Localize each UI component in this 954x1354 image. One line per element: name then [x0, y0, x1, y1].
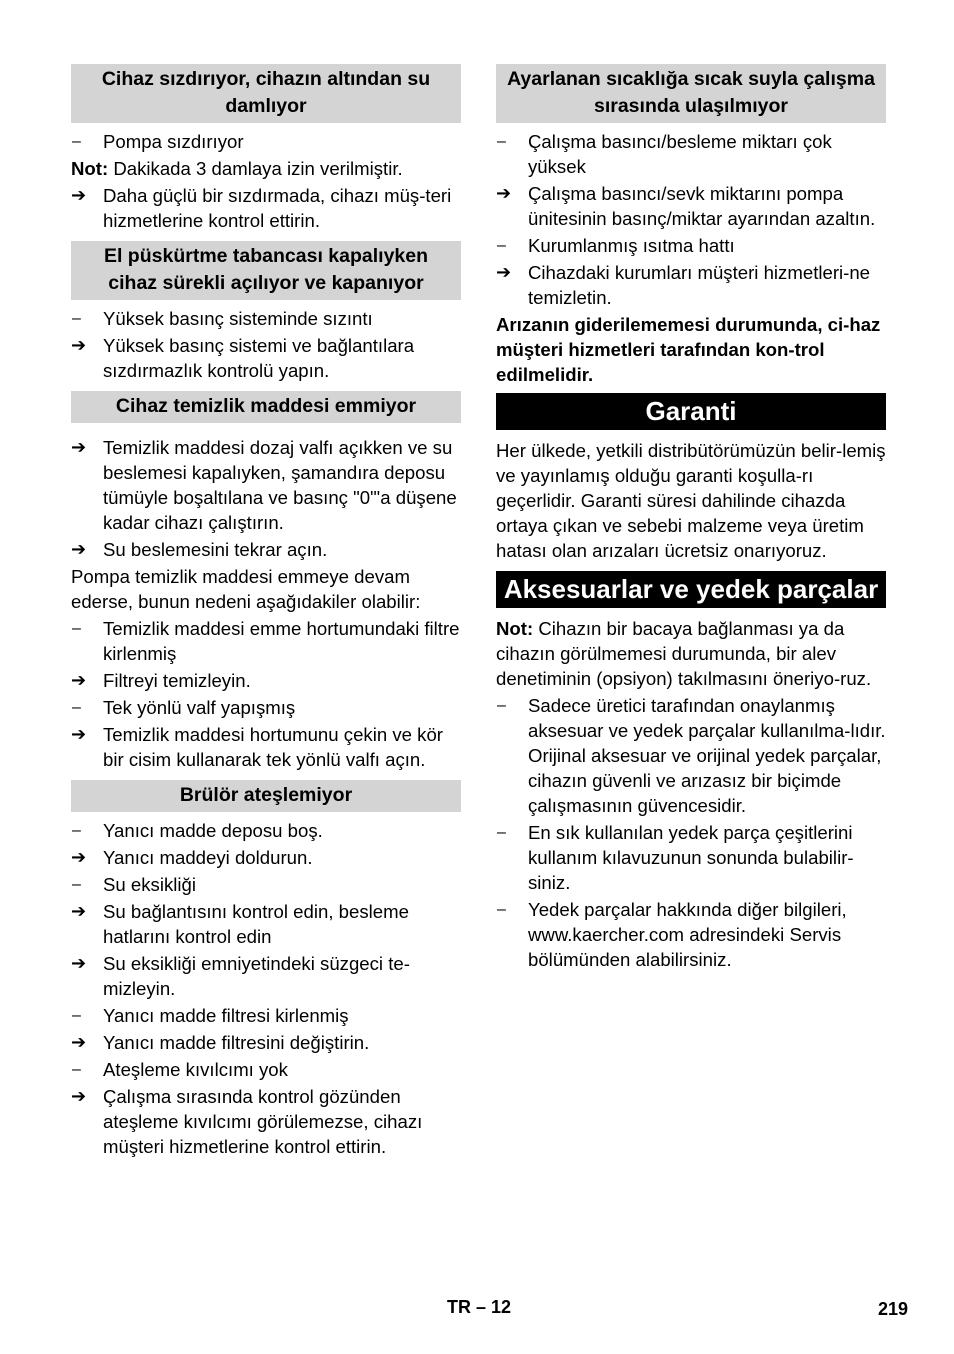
list-item: – Ateşleme kıvılcımı yok: [72, 1059, 288, 1080]
dash-bullet: –: [72, 1061, 81, 1078]
arrow-icon: ➔: [71, 539, 87, 559]
garanti-paragraph: Her ülkede, yetkili distribütörümüzün belir-lemiş ve yayınlamış olduğu garanti koşulla-rı geçerlidir. Garanti süresi dahilinde cihazda ortaya çıkan ve sebebi malzeme veya üretim hatası olan arızaları ücretsiz onarıyoruz.: [496, 440, 886, 561]
list-item: – Yanıcı madde filtresi kirlenmiş: [72, 1005, 349, 1026]
section-heading-temperature: Ayarlanan sıcaklığa sıcak suyla çalışma sırasında ulaşılmıyor: [496, 64, 886, 123]
dash-bullet: –: [497, 133, 506, 150]
list-item: – Su eksikliği: [72, 874, 197, 895]
note-paragraph: Not: Dakikada 3 damlaya izin verilmiştir.: [71, 158, 403, 179]
arrow-icon: ➔: [496, 262, 512, 282]
dash-bullet: –: [72, 310, 81, 327]
list-item: ➔ Yüksek basınç sistemi ve bağlantılara sızdırmazlık kontrolü yapın.: [71, 335, 415, 381]
list-item: – Kurumlanmış ısıtma hattı: [497, 235, 735, 256]
dash-bullet: –: [72, 876, 81, 893]
list-item: – Sadece üretici tarafından onaylanmış aksesuar ve yedek parçalar kullanılma-lıdır. Orijinal aksesuar ve orijinal yedek parçalar, cihazın güvenli ve arızasız bir biçimde çalışmasının güvencesidir.: [497, 695, 886, 816]
list-item: ➔ Cihazdaki kurumları müşteri hizmetleri-ne temizletin.: [496, 262, 871, 308]
list-item: – Tek yönlü valf yapışmış: [72, 697, 296, 718]
note-paragraph: Not: Cihazın bir bacaya bağlanması ya da cihazın görülmemesi durumunda, bir alev denetiminin (opsiyon) takılmasını öneriyo-ruz.: [496, 618, 872, 689]
arrow-icon: ➔: [71, 335, 87, 355]
list-item: ➔ Çalışma sırasında kontrol gözünden ateşleme kıvılcımı görülemezse, cihazı müşteri hizmetlerine kontrol ettirin.: [71, 1086, 423, 1157]
section-heading-burner: Brülör ateşlemiyor: [71, 780, 461, 812]
list-item: ➔ Su beslemesini tekrar açın.: [71, 539, 328, 560]
heading-accessories: Aksesuarlar ve yedek parçalar: [496, 571, 886, 608]
list-item: ➔ Temizlik maddesi dozaj valfı açıkken ve su beslemesi kapalıyken, şamandıra deposu tümüyle boşaltılana ve basınç "0"'a düşene kadar cihazı çalıştırın.: [71, 437, 457, 533]
list-item: – Çalışma basıncı/besleme miktarı çok yüksek: [497, 131, 832, 177]
dash-bullet: –: [497, 901, 506, 918]
section-heading-leak: Cihaz sızdırıyor, cihazın altından su damlıyor: [71, 64, 461, 123]
list-item: – Pompa sızdırıyor: [72, 131, 244, 152]
list-item: ➔ Yanıcı maddeyi doldurun.: [71, 847, 313, 868]
list-item: ➔ Çalışma basıncı/sevk miktarını pompa ünitesinin basınç/miktar ayarından azaltın.: [496, 183, 876, 229]
dash-bullet: –: [72, 699, 81, 716]
left-column: [71, 64, 461, 1161]
footer-page-number: 219: [878, 1299, 909, 1319]
dash-bullet: –: [497, 697, 506, 714]
list-item: – Temizlik maddesi emme hortumundaki filtre kirlenmiş: [72, 618, 460, 664]
dash-bullet: –: [72, 822, 81, 839]
list-item: ➔ Su bağlantısını kontrol edin, besleme hatlarını kontrol edin: [71, 901, 409, 947]
list-item: – Yedek parçalar hakkında diğer bilgileri, www.kaercher.com adresindeki Servis bölümünden alabilirsiniz.: [497, 899, 847, 970]
heading-garanti: Garanti: [496, 393, 886, 430]
body-paragraph: Pompa temizlik maddesi emmeye devam ederse, bunun nedeni aşağıdakiler olabilir:: [71, 566, 421, 612]
dash-bullet: –: [72, 1007, 81, 1024]
arrow-icon: ➔: [71, 901, 87, 921]
dash-bullet: –: [497, 237, 506, 254]
section-heading-detergent: Cihaz temizlik maddesi emmiyor: [71, 391, 461, 423]
dash-bullet: –: [72, 133, 81, 150]
arrow-icon: ➔: [71, 1086, 87, 1106]
right-column: [496, 64, 886, 974]
arrow-icon: ➔: [71, 847, 87, 867]
dash-bullet: –: [72, 620, 81, 637]
list-item: ➔ Temizlik maddesi hortumunu çekin ve kör bir cisim kullanarak tek yönlü valfı açın.: [71, 724, 443, 770]
list-item: – En sık kullanılan yedek parça çeşitlerini kullanım kılavuzunun sonunda bulabilir-siniz.: [497, 822, 854, 893]
arrow-icon: ➔: [496, 183, 512, 203]
arrow-icon: ➔: [71, 1032, 87, 1052]
arrow-icon: ➔: [71, 185, 87, 205]
section-heading-cycling: El püskürtme tabancası kapalıyken cihaz sürekli açılıyor ve kapanıyor: [71, 241, 461, 300]
list-item: – Yanıcı madde deposu boş.: [72, 820, 323, 841]
list-item: ➔ Yanıcı madde filtresini değiştirin.: [71, 1032, 370, 1053]
list-item: ➔ Filtreyi temizleyin.: [71, 670, 251, 691]
list-item: ➔ Su eksikliği emniyetindeki süzgeci te-mizleyin.: [71, 953, 410, 999]
service-notice: Arızanın giderilememesi durumunda, ci-haz müşteri hizmetleri tarafından kon-trol edilmelidir.: [496, 314, 881, 385]
dash-bullet: –: [497, 824, 506, 841]
footer-language-page: TR – 12: [447, 1297, 512, 1317]
list-item: ➔ Daha güçlü bir sızdırmada, cihazı müş-teri hizmetlerine kontrol ettirin.: [71, 185, 452, 231]
arrow-icon: ➔: [71, 670, 87, 690]
list-item: – Yüksek basınç sisteminde sızıntı: [72, 308, 373, 329]
arrow-icon: ➔: [71, 953, 87, 973]
arrow-icon: ➔: [71, 724, 87, 744]
arrow-icon: ➔: [71, 437, 87, 457]
